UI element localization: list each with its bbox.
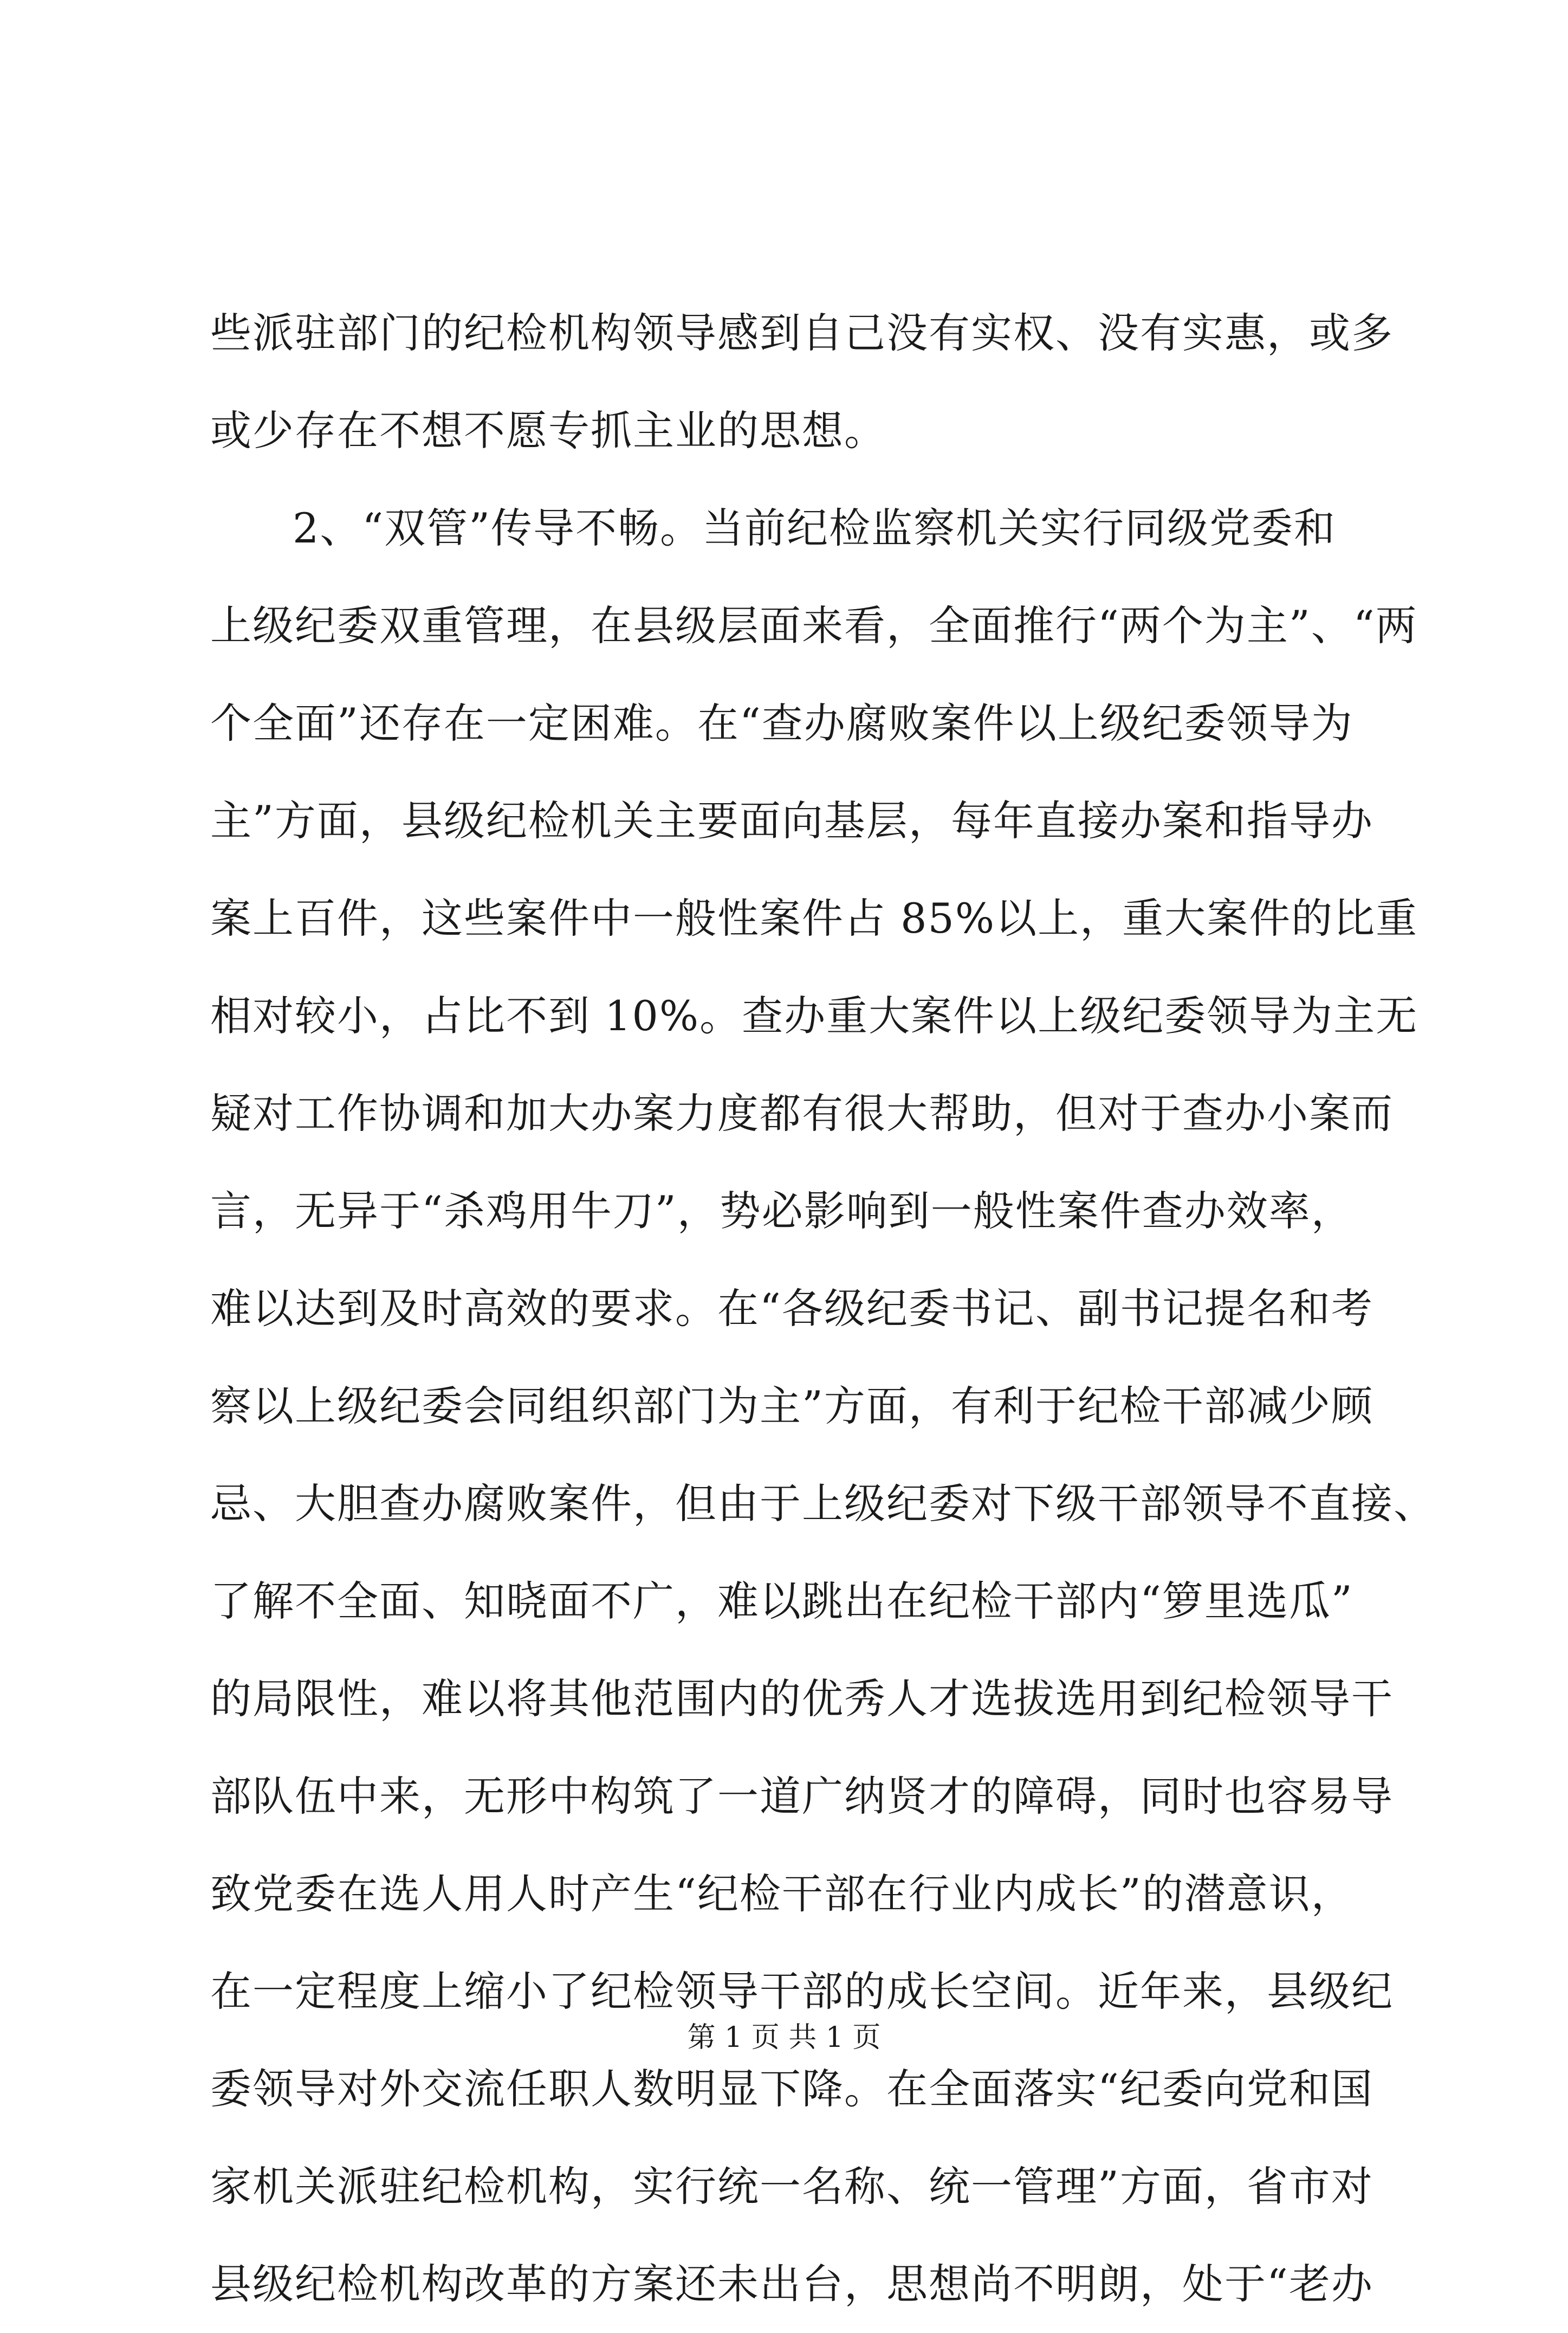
text-line: 相对较小，占比不到 10%。查办重大案件以上级纪委领导为主无 (210, 992, 1418, 1040)
text-line: 在一定程度上缩小了纪检领导干部的成长空间。近年来，县级纪 (210, 1967, 1394, 2015)
text-line: 上级纪委双重管理，在县级层面来看，全面推行“两个为主”、“两 (210, 602, 1418, 650)
text-line: 主”方面，县级纪检机关主要面向基层，每年直接办案和指导办 (210, 797, 1373, 845)
text-line: 言，无异于“杀鸡用牛刀”，势必影响到一般性案件查办效率， (210, 1187, 1353, 1235)
text-line: 委领导对外交流任职人数明显下降。在全面落实“纪委向党和国 (210, 2065, 1373, 2113)
text-line: 察以上级纪委会同组织部门为主”方面，有利于纪检干部减少顾 (210, 1382, 1373, 1430)
page-number-label: 第 1 页 共 1 页 (687, 2021, 881, 2054)
text-line: 致党委在选人用人时产生“纪检干部在行业内成长”的潜意识， (210, 1870, 1353, 1918)
text-line: 或少存在不想不愿专抓主业的思想。 (210, 406, 886, 455)
text-line: 忌、大胆查办腐败案件，但由于上级纪委对下级干部领导不直接、 (210, 1479, 1436, 1528)
text-line: 个全面”还存在一定困难。在“查办腐败案件以上级纪委领导为 (210, 699, 1353, 747)
text-line: 案上百件，这些案件中一般性案件占 85%以上，重大案件的比重 (210, 894, 1418, 942)
text-line: 的局限性，难以将其他范围内的优秀人才选拔选用到纪检领导干 (210, 1675, 1394, 1723)
paragraph-start-line: 2、“双管”传导不畅。当前纪检监察机关实行同级党委和 (293, 504, 1337, 552)
text-line: 疑对工作协调和加大办案力度都有很大帮助，但对于查办小案而 (210, 1089, 1394, 1138)
text-line: 些派驻部门的纪检机构领导感到自己没有实权、没有实惠，或多 (210, 309, 1394, 357)
text-line: 县级纪检机构改革的方案还未出台，思想尚不明朗，处于“老办 (210, 2260, 1373, 2308)
text-line: 难以达到及时高效的要求。在“各级纪委书记、副书记提名和考 (210, 1284, 1373, 1333)
text-line: 部队伍中来，无形中构筑了一道广纳贤才的障碍，同时也容易导 (210, 1772, 1394, 1820)
text-line: 家机关派驻纪检机构，实行统一名称、统一管理”方面，省市对 (210, 2162, 1373, 2211)
text-line: 了解不全面、知晓面不广，难以跳出在纪检干部内“箩里选瓜” (210, 1577, 1353, 1625)
page-footer (0, 2016, 1568, 2059)
